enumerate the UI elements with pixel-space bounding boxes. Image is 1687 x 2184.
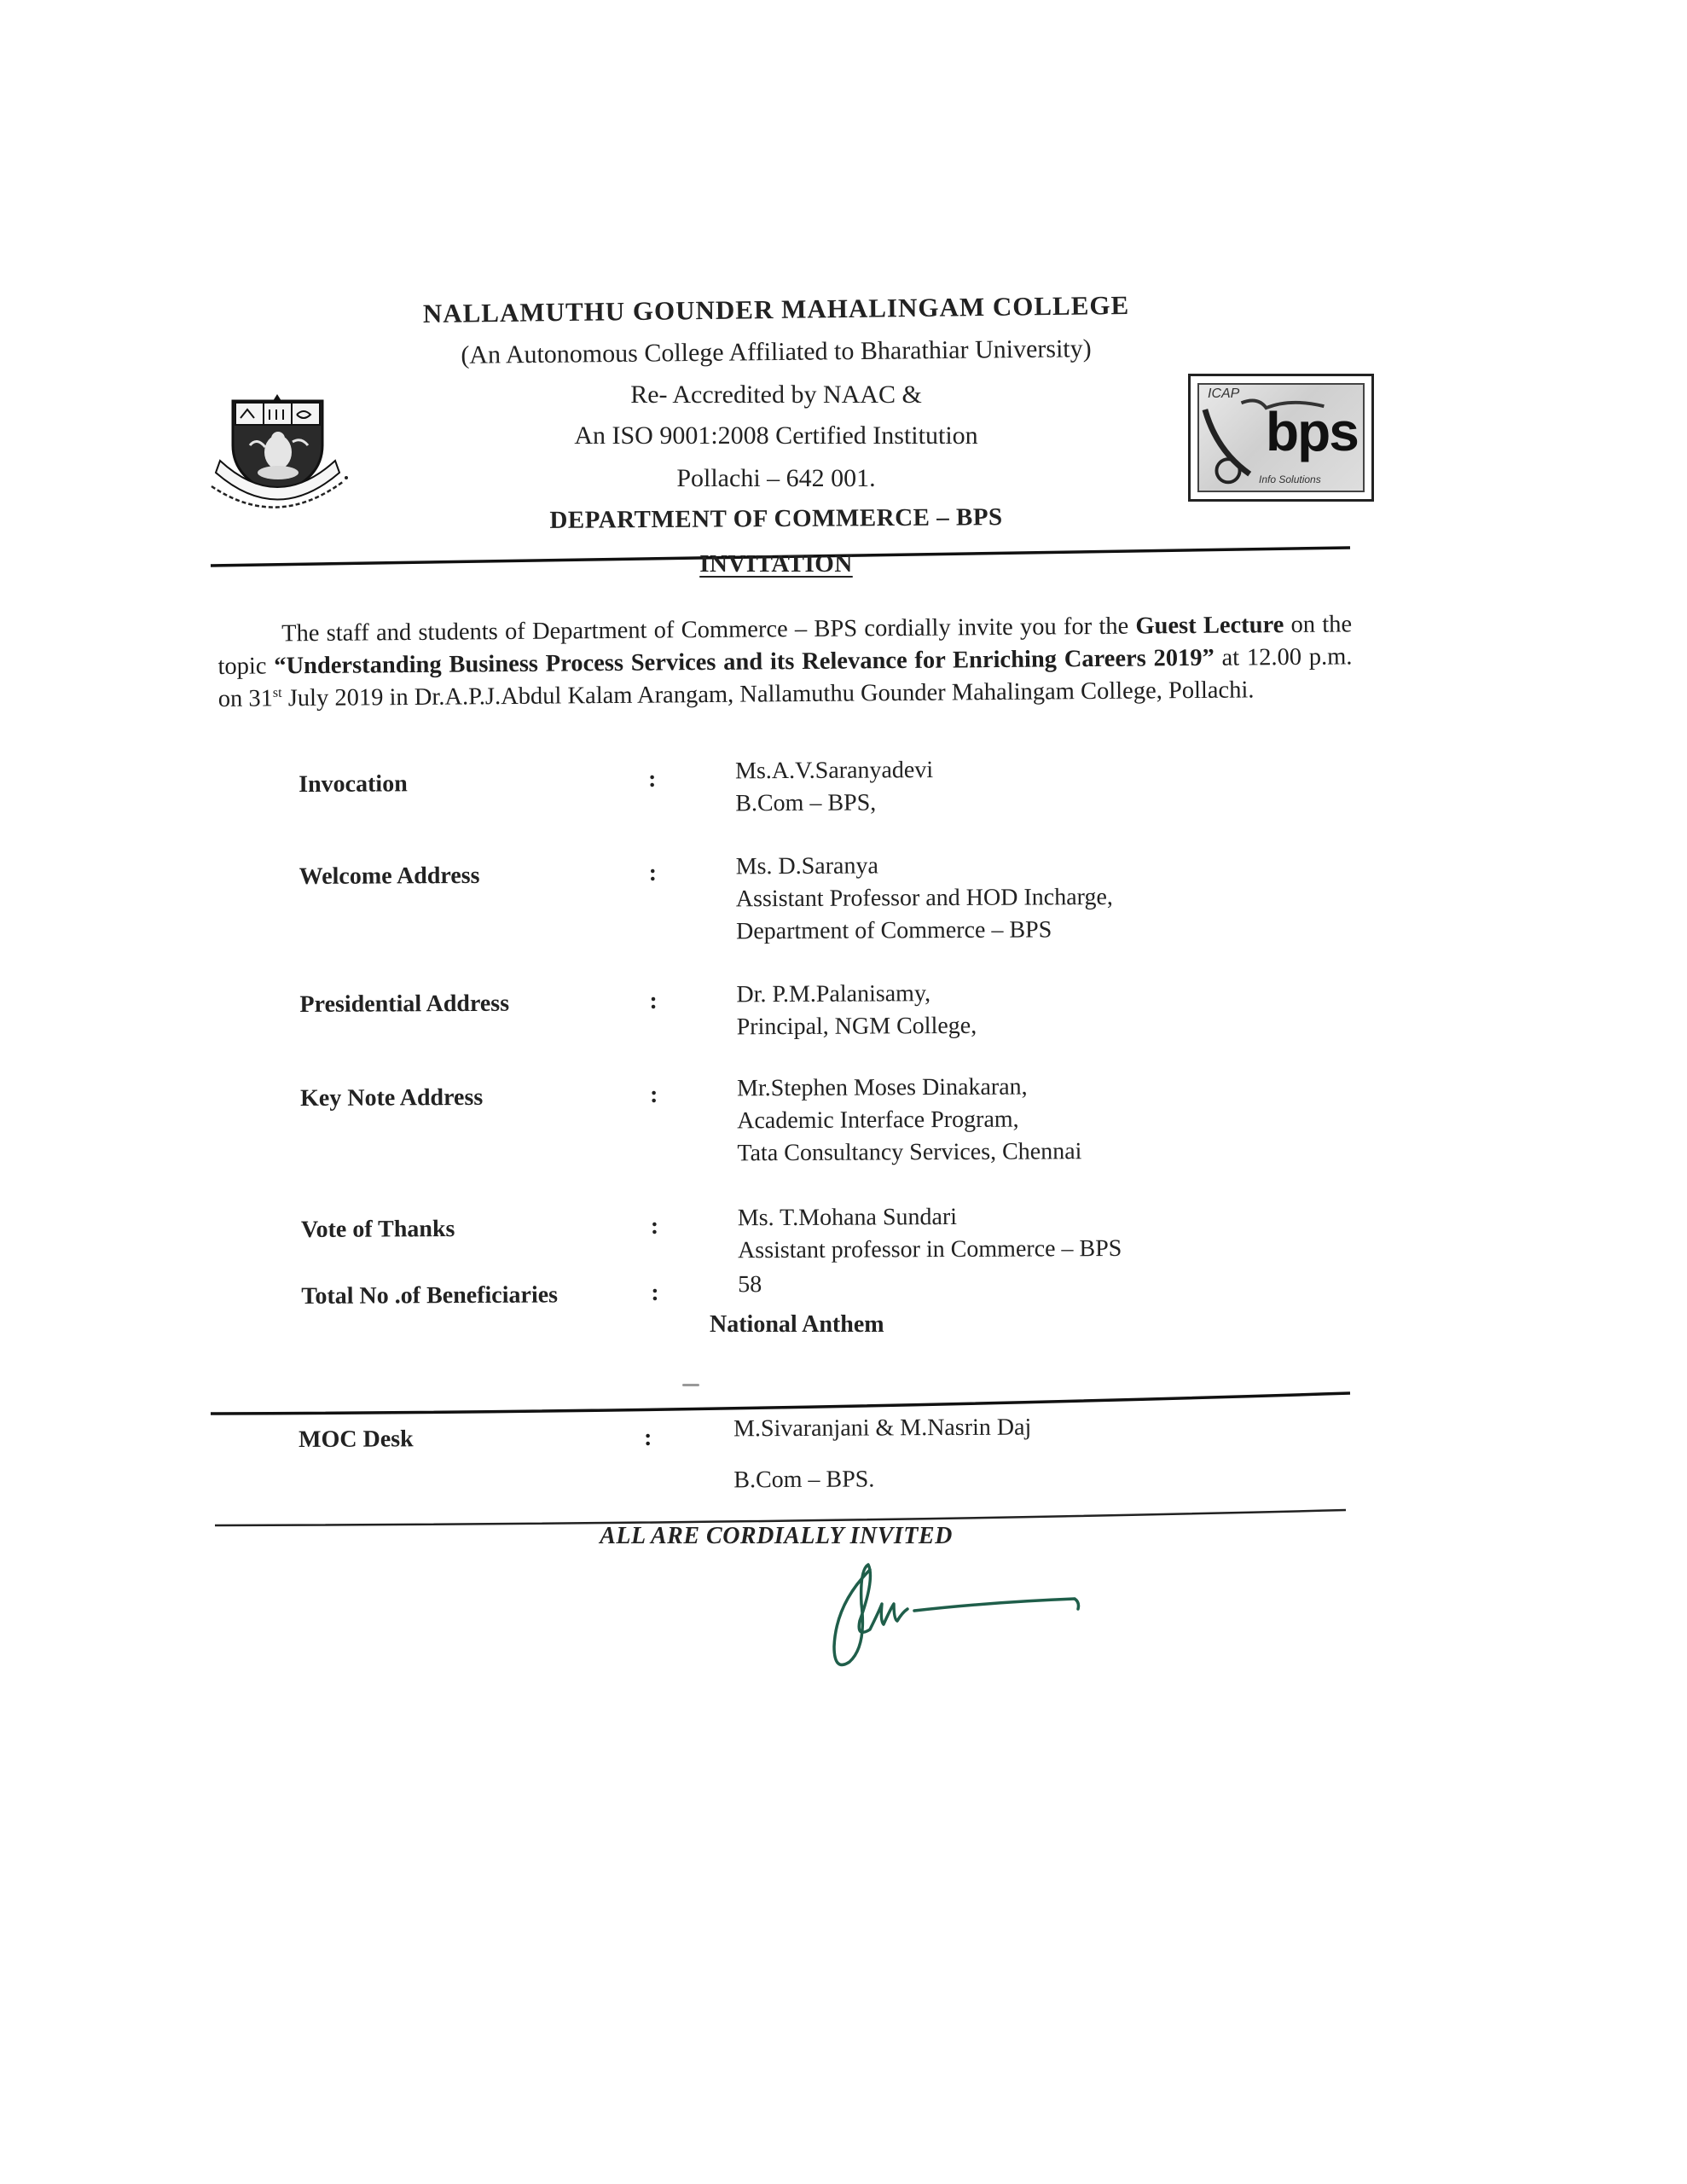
cordially-invited-text: ALL ARE CORDIALLY INVITED [600,1523,953,1549]
programme-value-line: Dr. P.M.Palanisamy, [736,980,931,1008]
programme-colon: : [648,765,657,793]
programme-value-line: Ms.A.V.Saranyadevi [735,757,934,785]
intro-text: The staff and students of Department of Commerce – BPS cordially invite you for the [281,613,1136,648]
programme-value-line: Ms. D.Saranya [735,852,878,880]
moc-label: MOC Desk [299,1426,414,1453]
national-anthem-item: National Anthem [710,1311,884,1338]
programme-item [299,976,1323,1041]
college-name: NALLAMUTHU GOUNDER MAHALINGAM COLLEGE [422,289,1130,329]
date-venue-text: July 2019 in Dr.A.P.J.Abdul Kalam Arangam, Nallamuthu Gounder Mahalingam College, Pollachi. [281,677,1255,712]
programme-label: Vote of Thanks [300,1216,455,1243]
accreditation-text: Re- Accredited by NAAC & [630,380,922,409]
bps-logo-icon [1188,374,1374,502]
programme-value [737,1071,1082,1170]
affiliation-text: (An Autonomous College Affiliated to Bharathiar University) [461,334,1092,369]
moc-class: B.Com – BPS. [733,1466,875,1494]
lecture-topic: “Understanding Business Process Services and its Relevance for Enriching Careers 2019” [274,644,1215,680]
programme-list [299,752,1322,1310]
programme-label: Welcome Address [299,862,480,890]
programme-item [300,1199,1325,1264]
programme-value-line: Department of Commerce – BPS [735,916,1052,945]
certification-text: An ISO 9001:2008 Certified Institution [574,421,978,450]
invitation-title: INVITATION [699,550,853,578]
day-suffix: st [272,685,282,700]
location-text: Pollachi – 642 001. [676,464,876,492]
programme-value-line: Ms. T.Mohana Sundari [737,1203,958,1232]
programme-item [299,848,1323,945]
moc-names: M.Sivaranjani & M.Nasrin Daj [733,1414,1032,1443]
college-crest-icon [203,386,352,514]
programme-value [736,849,1114,948]
programme-colon: : [648,859,658,886]
invitation-paragraph [217,608,1353,716]
department-title: DEPARTMENT OF COMMERCE – BPS [549,503,1003,534]
programme-label: Key Note Address [300,1083,484,1112]
programme-value-line: Assistant Professor and HOD Incharge, [735,884,1113,913]
programme-value-line: Mr.Stephen Moses Dinakaran, [736,1073,1028,1102]
bps-logo-tagline: Info Solutions [1259,473,1321,485]
signature-icon [819,1553,1109,1681]
topic-lead: on the topic [217,611,1353,680]
programme-label: Invocation [299,770,408,798]
time-text: at 12.00 p.m. on 31 [217,643,1353,712]
programme-colon: : [650,1212,659,1240]
programme-item [299,752,1322,817]
programme-label: Presidential Address [299,990,510,1018]
programme-value [738,1200,1122,1267]
programme-label: Total No .of Beneficiaries [301,1281,559,1310]
programme-colon: : [649,987,658,1014]
programme-colon: : [651,1279,659,1306]
programme-value-line: Assistant professor in Commerce – BPS [737,1234,1122,1264]
bps-logo-top-text: ICAP [1208,386,1240,401]
programme-value [736,978,977,1043]
programme-value-line: B.Com – BPS, [735,789,877,817]
moc-colon: : [644,1424,652,1451]
programme-value [738,1269,762,1301]
event-type: Guest Lecture [1135,612,1284,640]
programme-value-line: Tata Consultancy Services, Chennai [737,1138,1082,1167]
programme-value-line: Principal, NGM College, [736,1012,977,1041]
programme-value-line: Academic Interface Program, [737,1106,1019,1135]
programme-value-line: 58 [738,1271,762,1298]
programme-colon: : [649,1081,658,1108]
programme-value [735,754,933,820]
bps-logo-text: bps [1266,401,1358,462]
programme-item [300,1070,1324,1167]
